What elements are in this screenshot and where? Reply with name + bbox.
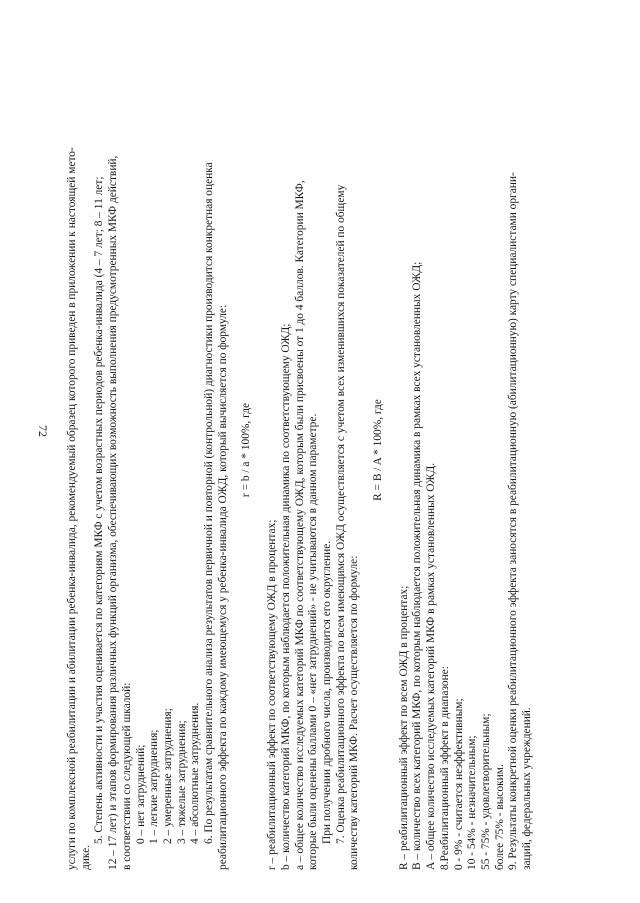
- text-line: b – количество категорий МКФ, по которым наблюдается положительная динамика по соответствующему ОЖД;: [279, 323, 292, 870]
- text-line: 8.Реабилитационный эффект в диапазоне:: [438, 666, 451, 870]
- text-line: 0 – нет затруднений;: [134, 744, 147, 844]
- text-line: которые были оценены баллами 0 – «нет затруднений» - не учитываются в данном параметре.: [307, 413, 320, 870]
- text-line: 5. Степень активности и участия оценивается по категориям МКФ с учетом возрастных периодов ребенка-инвалида (4 – 7 лет; 8 – 11 лет;: [93, 176, 106, 844]
- text-line: 6. По результатам сравнительного анализа результатов первичной и повторной (контрольной) диагностики производится конкретная оценка: [203, 162, 216, 844]
- text-line: 55 - 75% - удовлетворительным;: [479, 713, 492, 870]
- text-line: B – количество всех категорий МКФ, по которым наблюдается положительная динамика в рамках всех установленных ОЖД;: [411, 261, 424, 870]
- text-line: r – реабилитационный эффект по соответствующему ОЖД в процентах;: [266, 519, 279, 870]
- text-line: 3 – тяжелые затруднения;: [175, 720, 188, 844]
- formula-line: R = B / A * 100%, где: [372, 399, 385, 501]
- text-line: 12 – 17 лет) и этапов формирования различных функций организма, обеспечивающих возможность выполнения предусмотренных МКФ действий,: [107, 155, 120, 870]
- text-line: услуги по комплексной реабилитации и абилитации ребенка-инвалида, рекомендуемый образец которого приведен в приложении к настоящей мето-: [66, 147, 78, 870]
- text-line: 10 - 54% - незначительным;: [466, 735, 479, 870]
- text-line: A – общее количество исследуемых категорий МКФ в рамках установленных ОЖД.: [425, 462, 438, 870]
- text-line: реабилитационного эффекта по каждому имеющемуся у ребенка-инвалида ОЖД, который вычисляется по формуле:: [216, 304, 229, 870]
- text-line: 9. Результаты конкретной оценки реабилитационного эффекта заносятся в реабилитационную (абилитационную) карту специалистами органи-: [507, 172, 520, 870]
- text-line: 7. Оценка реабилитационного эффекта по всем имеющимся ОЖД осуществляется с учетом всех изменившихся показателей по общему: [334, 184, 347, 844]
- text-line: дике.: [79, 844, 92, 870]
- text-line: в соответствии со следующей шкалой:: [120, 682, 133, 870]
- text-line: более 75% - высоким.: [493, 764, 506, 870]
- page-number: 72: [36, 425, 50, 437]
- formula-line: r = b / a * 100%, где: [240, 402, 253, 498]
- text-line: 4 – абсолютные затруднения.: [189, 702, 202, 844]
- text-line: a – общее количество исследуемых категорий МКФ по соответствующему ОЖД, которым были присвоены от 1 до 4 баллов. Категории МКФ,: [293, 180, 306, 870]
- text-line: R – реабилитационный эффект по всем ОЖД в процентах;: [397, 585, 410, 870]
- text-line: количеству категорий МКФ. Расчет осуществляется по формуле:: [348, 555, 361, 870]
- document-body: [66, 30, 535, 870]
- text-line: 2 – умеренные затруднения;: [161, 708, 174, 844]
- text-line: заций, федеральных учреждений.: [521, 707, 534, 870]
- text-line: 0 - 9% - считается неэффективным;: [452, 698, 465, 870]
- text-line: При получении дробного числа, производится его округление.: [320, 540, 333, 844]
- text-line: 1 – легкие затруднения;: [148, 729, 161, 844]
